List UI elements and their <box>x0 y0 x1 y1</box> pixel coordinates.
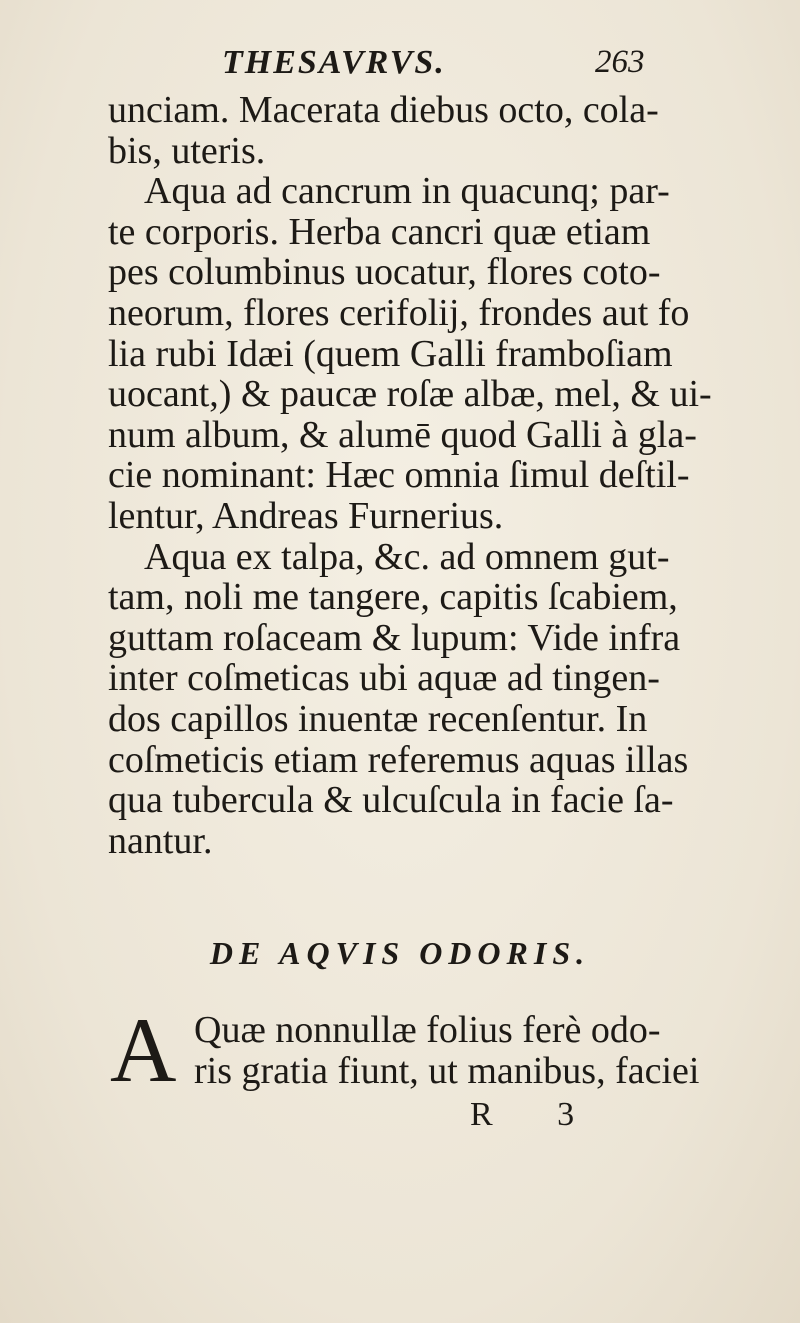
text-line: cie nominant: Hæc omnia ſimul deſtil- <box>108 454 690 497</box>
text-line: ris gratia fiunt, ut manibus, faciei <box>194 1049 700 1092</box>
text-line: neorum, flores cerifolij, frondes aut fo <box>108 291 690 334</box>
text-line: lentur, Andreas Furnerius. <box>108 494 504 537</box>
text-line: nantur. <box>108 819 213 862</box>
text-line: pes columbinus uocatur, flores coto- <box>108 251 661 294</box>
text-line: dos capillos inuentæ recenſentur. In <box>108 697 648 740</box>
text-line: unciam. Macerata diebus octo, cola- <box>108 89 659 131</box>
text-line: uocant,) & paucæ roſæ albæ, mel, & ui- <box>108 373 712 416</box>
section-paragraph <box>108 999 718 1101</box>
text-line: te corporis. Herba cancri quæ etiam <box>108 210 651 253</box>
text-line: guttam roſaceam & lupum: Vide infra <box>108 616 681 659</box>
page-number: 263 <box>595 44 645 80</box>
text-line: Aqua ex talpa, &c. ad omnem gut- <box>144 535 670 578</box>
text-line: lia rubi Idæi (quem Galli framboſiam <box>108 332 673 375</box>
drop-cap: A <box>110 999 177 1101</box>
main-text <box>108 90 718 861</box>
text-line: inter coſmeticas ubi aquæ ad tingen- <box>108 657 660 700</box>
running-head: THESAVRVS. <box>222 44 446 81</box>
signature-mark: R 3 <box>470 1096 603 1133</box>
text-line: bis, uteris. <box>108 129 266 172</box>
text-line: Aqua ad cancrum in quacunq; par- <box>144 170 670 213</box>
text-line: coſmeticis etiam referemus aquas illas <box>108 738 689 781</box>
text-line: qua tubercula & ulcuſcula in facie ſa- <box>108 779 674 822</box>
section-heading: DE AQVIS ODORIS. <box>209 935 591 971</box>
page-header <box>0 44 800 92</box>
text-line: Quæ nonnullæ folius ferè odo- <box>194 1009 661 1051</box>
text-line: tam, noli me tangere, capitis ſcabiem, <box>108 576 678 619</box>
text-line: num album, & alumē quod Galli à gla- <box>108 413 697 456</box>
